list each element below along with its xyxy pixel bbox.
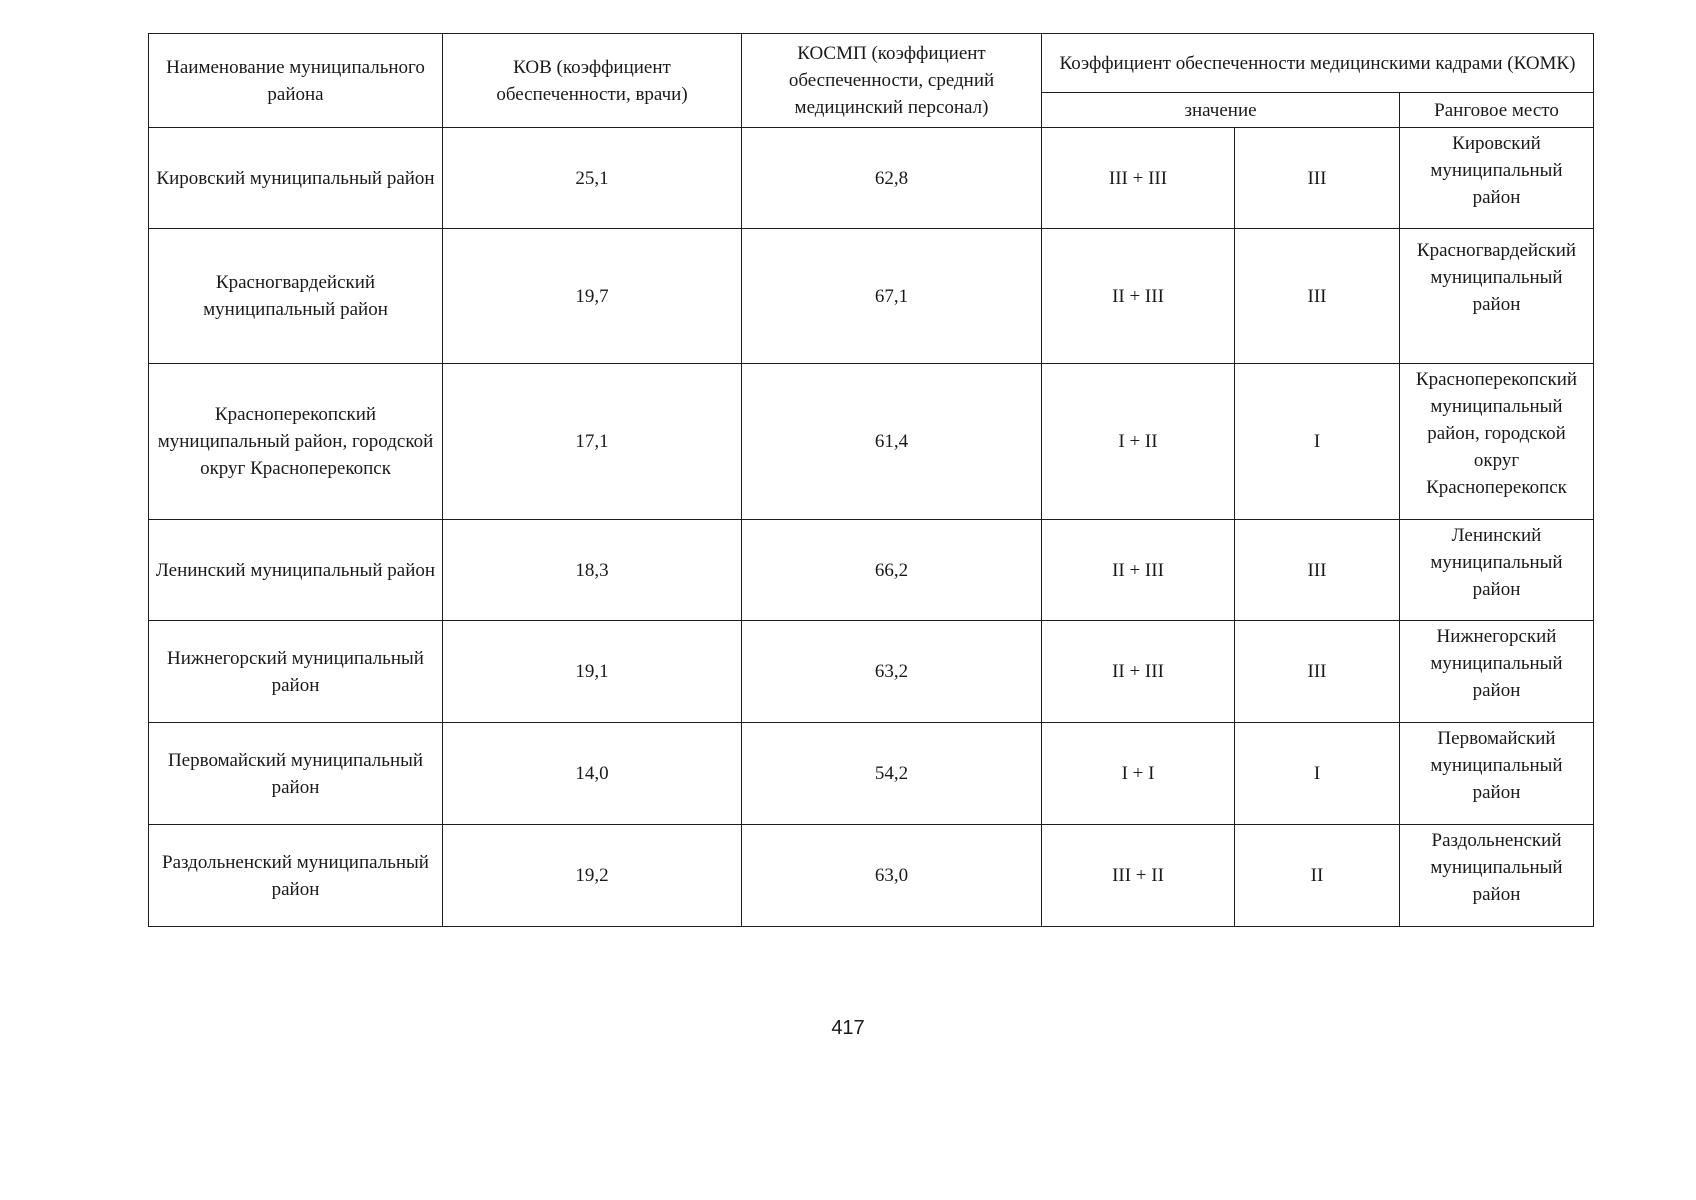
cell-value: II bbox=[1235, 825, 1400, 927]
cell-rank: Первомайский муниципальный район bbox=[1400, 723, 1594, 825]
header-row-main bbox=[149, 34, 1594, 93]
komk-table bbox=[148, 33, 1594, 927]
cell-formula: I + I bbox=[1042, 723, 1235, 825]
cell-kosmp: 66,2 bbox=[742, 520, 1042, 621]
cell-value: III bbox=[1235, 229, 1400, 364]
cell-kosmp: 63,2 bbox=[742, 621, 1042, 723]
cell-kosmp: 62,8 bbox=[742, 128, 1042, 229]
cell-rank: Красноперекопский муниципальный район, городской округ Красноперекопск bbox=[1400, 364, 1594, 520]
cell-kosmp: 67,1 bbox=[742, 229, 1042, 364]
cell-value: I bbox=[1235, 364, 1400, 520]
table-body bbox=[149, 128, 1594, 927]
cell-kov: 14,0 bbox=[443, 723, 742, 825]
header-district: Наименование муниципального района bbox=[149, 34, 443, 128]
header-komk: Коэффициент обеспеченности медицинскими кадрами (КОМК) bbox=[1042, 34, 1594, 93]
cell-rank: Раздольненский муниципальный район bbox=[1400, 825, 1594, 927]
table-row bbox=[149, 128, 1594, 229]
cell-value: III bbox=[1235, 621, 1400, 723]
cell-value: III bbox=[1235, 128, 1400, 229]
table-row bbox=[149, 723, 1594, 825]
cell-formula: III + II bbox=[1042, 825, 1235, 927]
cell-district: Ленинский муниципальный район bbox=[149, 520, 443, 621]
cell-formula: III + III bbox=[1042, 128, 1235, 229]
header-komk-rank: Ранговое место bbox=[1400, 93, 1594, 128]
cell-value: III bbox=[1235, 520, 1400, 621]
table-row bbox=[149, 520, 1594, 621]
cell-formula: II + III bbox=[1042, 621, 1235, 723]
cell-district: Раздольненский муниципальный район bbox=[149, 825, 443, 927]
cell-rank: Ленинский муниципальный район bbox=[1400, 520, 1594, 621]
cell-district: Нижнегорский муниципальный район bbox=[149, 621, 443, 723]
cell-district: Первомайский муниципальный район bbox=[149, 723, 443, 825]
cell-rank: Нижнегорский муниципальный район bbox=[1400, 621, 1594, 723]
cell-kov: 19,1 bbox=[443, 621, 742, 723]
table-row bbox=[149, 621, 1594, 723]
cell-district: Кировский муниципальный район bbox=[149, 128, 443, 229]
cell-district: Красногвардейский муниципальный район bbox=[149, 229, 443, 364]
cell-rank: Красногвардейский муниципальный район bbox=[1400, 229, 1594, 364]
cell-formula: I + II bbox=[1042, 364, 1235, 520]
cell-rank: Кировский муниципальный район bbox=[1400, 128, 1594, 229]
table-row bbox=[149, 364, 1594, 520]
cell-kov: 17,1 bbox=[443, 364, 742, 520]
cell-kosmp: 63,0 bbox=[742, 825, 1042, 927]
cell-district: Красноперекопский муниципальный район, городской округ Красноперекопск bbox=[149, 364, 443, 520]
table-header bbox=[149, 34, 1594, 128]
header-komk-value: значение bbox=[1042, 93, 1400, 128]
cell-value: I bbox=[1235, 723, 1400, 825]
cell-kov: 25,1 bbox=[443, 128, 742, 229]
cell-kov: 19,7 bbox=[443, 229, 742, 364]
page-number: 417 bbox=[831, 1017, 865, 1039]
header-kosmp: КОСМП (коэффициент обеспеченности, средний медицинский персонал) bbox=[742, 34, 1042, 128]
table-row bbox=[149, 229, 1594, 364]
table-row bbox=[149, 825, 1594, 927]
cell-kov: 18,3 bbox=[443, 520, 742, 621]
cell-kov: 19,2 bbox=[443, 825, 742, 927]
header-kov: КОВ (коэффициент обеспеченности, врачи) bbox=[443, 34, 742, 128]
cell-kosmp: 61,4 bbox=[742, 364, 1042, 520]
cell-kosmp: 54,2 bbox=[742, 723, 1042, 825]
cell-formula: II + III bbox=[1042, 520, 1235, 621]
cell-formula: II + III bbox=[1042, 229, 1235, 364]
